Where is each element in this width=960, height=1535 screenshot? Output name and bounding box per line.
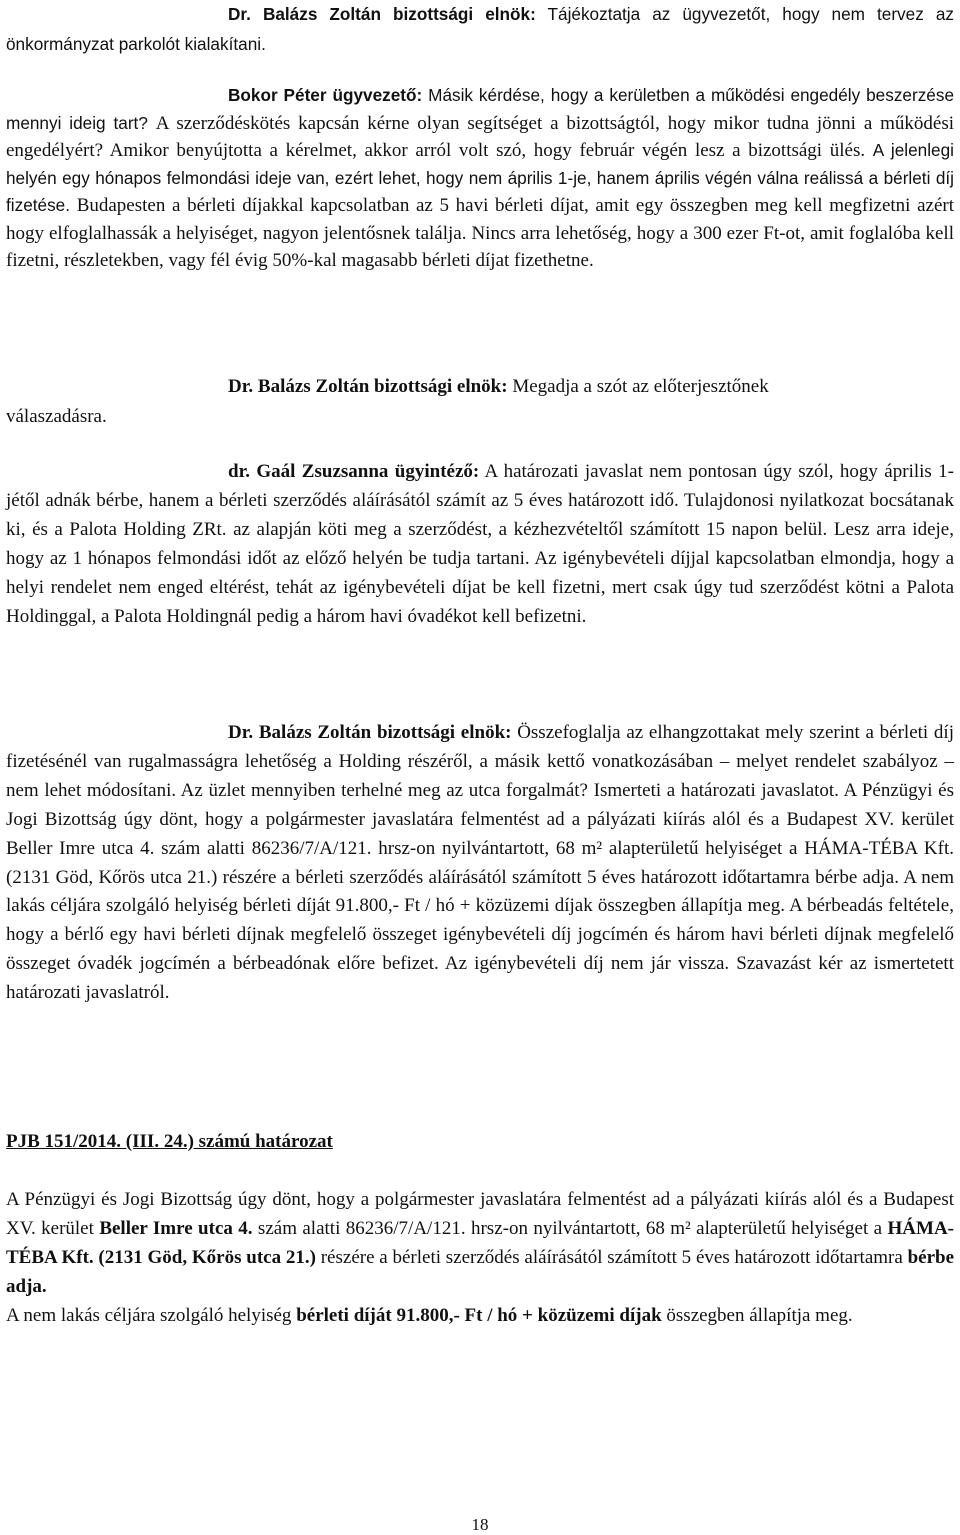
paragraph-text: válaszadásra.	[6, 406, 107, 427]
speaker-name: Dr. Balázs Zoltán bizottsági elnök:	[228, 376, 508, 397]
sentence: Másik kérdése, hogy a kerületben a működési engedély beszerzése mennyi ideig tart?	[6, 85, 954, 133]
sentence: A szerződéskötés kapcsán kérne olyan segítséget a bizottságtól, hogy mikor tudna jönni a működési engedélyért?	[6, 112, 955, 161]
page-number: 18	[471, 1515, 489, 1534]
paragraph-text: Tájékoztatja az ügyvezetőt, hogy nem tervez az önkormányzat parkolót kialakítani.	[6, 4, 954, 54]
resolution-text: összegben állapítja meg.	[661, 1305, 853, 1326]
resolution-text: A Pénzügyi és Jogi Bizottság úgy dönt, hogy a polgármester javaslatára felmentést ad a pályázati kiírás alól és a Budapest XV. kerület	[6, 1189, 954, 1239]
resolution-title	[6, 1128, 954, 1157]
speaker-name: Bokor Péter ügyvezető:	[228, 85, 423, 105]
paragraph-clerk-statement	[6, 458, 954, 631]
resolution-rent	[6, 1302, 954, 1331]
paragraph-chair-statement-2-continued	[6, 402, 107, 432]
resolution-body	[6, 1186, 954, 1302]
resolution-bold-text: HÁMA-TÉBA Kft. (2131 Göd, Kőrös utca 21.)	[6, 1217, 954, 1268]
sentence: A jelenlegi helyén egy hónapos felmondási ideje van, ezért lehet, hogy nem április 1-je, hanem április végén válna reálissá a bérleti díj fizetése.	[6, 140, 954, 215]
sentence: Amikor benyújtotta a kérelmet, akkor arról volt szó, hogy február végén lesz a bizottsági ülés.	[109, 140, 873, 161]
resolution-bold-text: bérbe adja.	[6, 1246, 954, 1297]
speaker-name: Dr. Balázs Zoltán bizottsági elnök:	[228, 4, 536, 24]
resolution-text: részére a bérleti szerződés aláírásától számított 5 éves határozott időtartamra	[315, 1246, 908, 1268]
paragraph-chair-statement-2	[228, 372, 954, 402]
paragraph-manager-statement	[6, 82, 954, 275]
paragraph-chair-statement-3	[6, 719, 954, 1008]
speaker-name: dr. Gaál Zsuzsanna ügyintéző:	[228, 461, 480, 482]
paragraph-chair-statement-1	[6, 0, 954, 60]
speaker-name: Dr. Balázs Zoltán bizottsági elnök:	[228, 722, 512, 743]
paragraph-text: A határozati javaslat nem pontosan úgy szól, hogy április 1-jétől adnák bérbe, hanem a bérleti szerződés aláírásától számít az 5 éves határozott idő. Tulajdonosi nyilatkozat bocsátanak ki, és a Palota Holding ZRt. az alapján köti meg a szerződést, a kézhezvételtől számított 15 napon belül. Lesz arra ideje, hogy az 1 hónapos felmondási időt az előző helyén be tudja tartani. Az igénybevételi díjjal kapcsolatban elmondja, hogy a helyi rendelet nem enged eltérést, tehát az igénybevételi díjat be kell fizetni, mert csak úgy tud szerződést kötni a Palota Holdinggal, a Palota Holdingnál pedig a három havi óvadékot kell befizetni.	[6, 461, 954, 627]
resolution-bold-text: Beller Imre utca 4.	[99, 1217, 253, 1239]
resolution-text: szám alatti 86236/7/A/121. hrsz-on nyilvántartott, 68 m² alapterületű helyiséget a	[252, 1217, 888, 1239]
resolution-bold-text: bérleti díját 91.800,- Ft / hó + közüzemi díjak	[296, 1305, 662, 1326]
paragraph-text: Összefoglalja az elhangzottakat mely szerint a bérleti díj fizetésénél van rugalmasságra lehetőség a Holding részéről, a másik kettő vonatkozásában – melyet rendelet szabályoz – nem lehet módosítani. Az üzlet mennyiben terhelné meg az utca forgalmát? Ismerteti a határozati javaslatot. A Pénzügyi és Jogi Bizottság úgy dönt, hogy a polgármester javaslatára felmentést ad a pályázati kiírás alól és a Budapest XV. kerület Beller Imre utca 4. szám alatti 86236/7/A/121. hrsz-on nyilvántartott, 68 m² alapterületű helyiséget a HÁMA-TÉBA Kft. (2131 Göd, Kőrös utca 21.) részére a bérleti szerződés aláírásától számított 5 éves határozott időtartamra bérbe adja. A nem lakás céljára szolgáló helyiség bérleti díját 91.800,- Ft / hó + közüzemi díjak összegben állapítja meg. A bérbeadás feltétele, hogy a bérlő egy havi bérleti díjnak megfelelő összeget igénybevételi díj jogcímén és három havi bérleti díjnak megfelelő összeget óvadék jogcímén a bérbeadónak előre befizet. Az igénybevételi díj nem jár vissza. Szavazást kér az ismertetett határozati javaslatról.	[6, 722, 954, 1004]
resolution-text: A nem lakás céljára szolgáló helyiség	[6, 1305, 297, 1326]
resolution-title-text: PJB 151/2014. (III. 24.) számú határozat	[6, 1131, 333, 1152]
sentence: Budapesten a bérleti díjakkal kapcsolatban az 5 havi bérleti díjat, amit egy összegben meg kell megfizetni azért hogy elfoglalhassák a helyiséget, nagyon jelentősnek találja. Nincs arra lehetőség, hogy a 300 ezer Ft-ot, amit foglalóba kell fizetni, részletekben, vagy fél évig 50%-kal magasabb bérleti díjat fizethetne.	[6, 195, 954, 271]
paragraph-text: Megadja a szót az előterjesztőnek	[507, 376, 769, 397]
